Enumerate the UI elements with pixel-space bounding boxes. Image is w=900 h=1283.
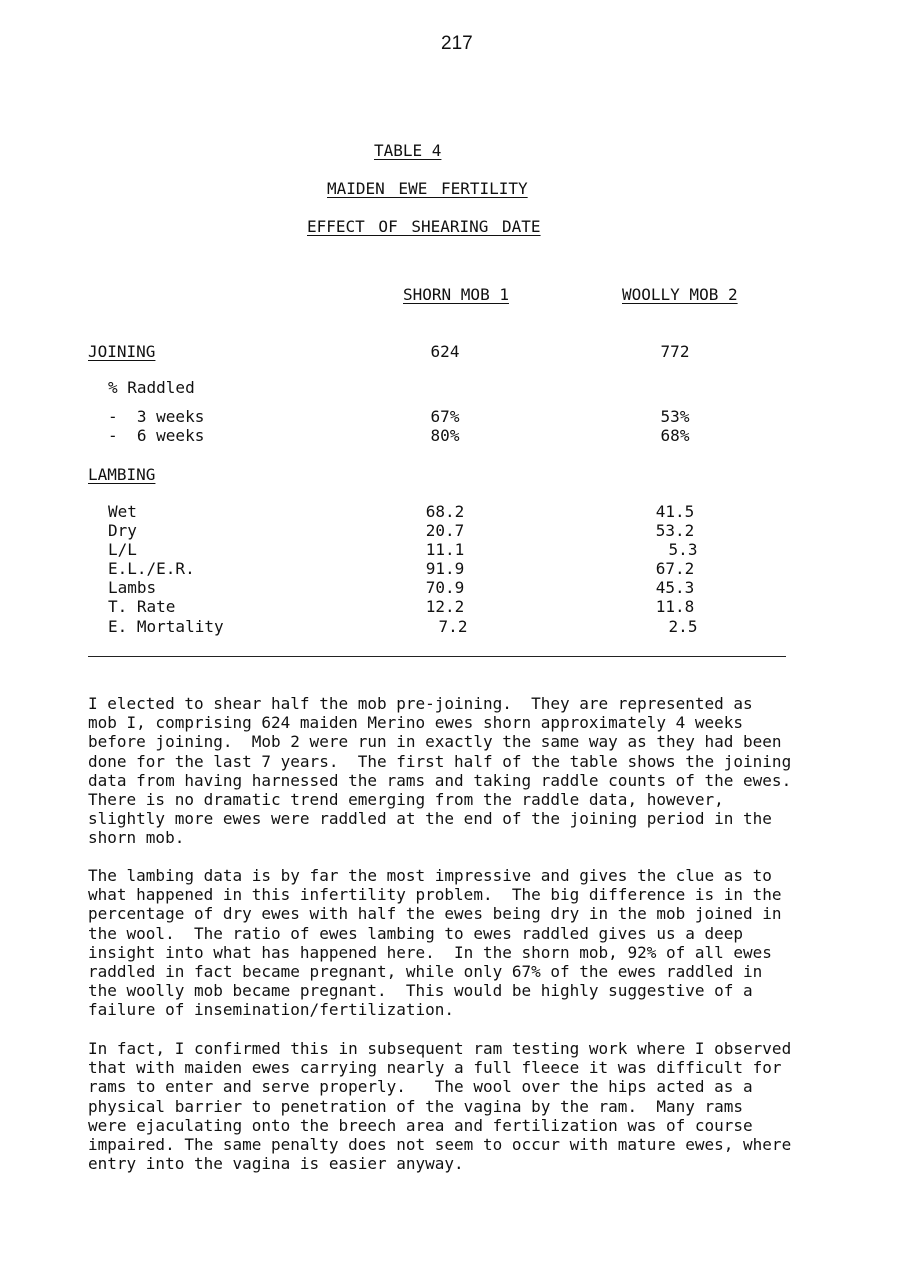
text-line: I elected to shear half the mob pre-joining. They are represented as [88,694,753,713]
text-line: insight into what has happened here. In the shorn mob, 92% of all ewes [88,942,772,962]
raddled-row-woolly: 53% [660,407,690,426]
raddled-row-shorn: 80% [430,426,460,445]
text-line: There is no dramatic trend emerging from the raddle data, however, [88,790,724,810]
lambing-row-label: Dry [108,521,137,540]
text-line: In fact, I confirmed this in subsequent ram testing work where I observed [88,1039,792,1058]
page-number: 217 [441,33,473,54]
text-line: raddled in fact became pregnant, while only 67% of the ewes raddled in [88,962,763,982]
paragraph-1 [88,694,803,848]
text-line: before joining. Mob 2 were run in exactly the same way as they had been [88,732,782,752]
lambing-row-label: Wet [108,502,137,521]
text-line: percentage of dry ewes with half the ewes being dry in the mob joined in [88,904,782,924]
raddled-row-shorn: 67% [430,407,460,426]
text-line: slightly more ewes were raddled at the end of the joining period in the [88,809,772,829]
text-line: physical barrier to penetration of the vagina by the ram. Many rams [88,1096,744,1116]
column-header-shorn: SHORN MOB 1 [403,285,509,304]
lambing-row-label: L/L [108,540,137,559]
lambing-row-woolly: 53.2 [655,521,695,540]
paragraph-3 [88,1039,803,1173]
lambing-row-label: E. Mortality [108,617,224,636]
lambing-row-label: Lambs [108,578,157,597]
text-line: what happened in this infertility problem. The big difference is in the [88,885,782,905]
joining-label: JOINING [88,342,156,361]
table-bottom-rule [88,656,786,657]
table-subtitle-1: MAIDEN EWE FERTILITY [327,179,528,198]
joining-value-woolly: 772 [660,342,690,361]
text-line: the wool. The ratio of ewes lambing to ewes raddled gives us a deep [88,923,744,943]
text-line: shorn mob. [88,828,185,848]
joining-value-shorn: 624 [430,342,460,361]
text-line: rams to enter and serve properly. The wool over the hips acted as a [88,1077,753,1097]
lambing-row-shorn: 20.7 [425,521,465,540]
lambing-row-shorn: 7.2 [438,617,468,636]
lambing-row-woolly: 5.3 [668,540,698,559]
paragraph-2 [88,866,803,1020]
lambing-row-woolly: 45.3 [655,578,695,597]
lambing-row-shorn: 11.1 [425,540,465,559]
lambing-row-woolly: 2.5 [668,617,698,636]
lambing-row-shorn: 70.9 [425,578,465,597]
raddled-row-label: - 6 weeks [108,426,205,445]
table-title: TABLE 4 [374,141,442,160]
column-header-woolly: WOOLLY MOB 2 [622,285,738,304]
text-line: mob I, comprising 624 maiden Merino ewes shorn approximately 4 weeks [88,713,744,733]
lambing-row-shorn: 91.9 [425,559,465,578]
text-line: that with maiden ewes carrying nearly a full fleece it was difficult for [88,1058,782,1078]
text-line: impaired. The same penalty does not seem to occur with mature ewes, where [88,1135,792,1155]
text-line: the woolly mob became pregnant. This would be highly suggestive of a [88,981,753,1001]
lambing-row-woolly: 11.8 [655,597,695,616]
lambing-row-woolly: 41.5 [655,502,695,521]
raddled-label: % Raddled [108,378,195,397]
lambing-row-woolly: 67.2 [655,559,695,578]
raddled-row-woolly: 68% [660,426,690,445]
text-line: done for the last 7 years. The first half of the table shows the joining [88,751,792,771]
lambing-row-shorn: 12.2 [425,597,465,616]
lambing-row-label: E.L./E.R. [108,559,195,578]
lambing-label: LAMBING [88,465,156,484]
text-line: failure of insemination/fertilization. [88,1000,455,1020]
text-line: data from having harnessed the rams and taking raddle counts of the ewes. [88,770,792,790]
raddled-row-label: - 3 weeks [108,407,205,426]
text-line: were ejaculating onto the breech area and fertilization was of course [88,1115,753,1135]
table-subtitle-2: EFFECT OF SHEARING DATE [307,217,541,236]
text-line: The lambing data is by far the most impressive and gives the clue as to [88,866,772,885]
text-line: entry into the vagina is easier anyway. [88,1154,464,1174]
lambing-row-label: T. Rate [108,597,176,616]
lambing-row-shorn: 68.2 [425,502,465,521]
